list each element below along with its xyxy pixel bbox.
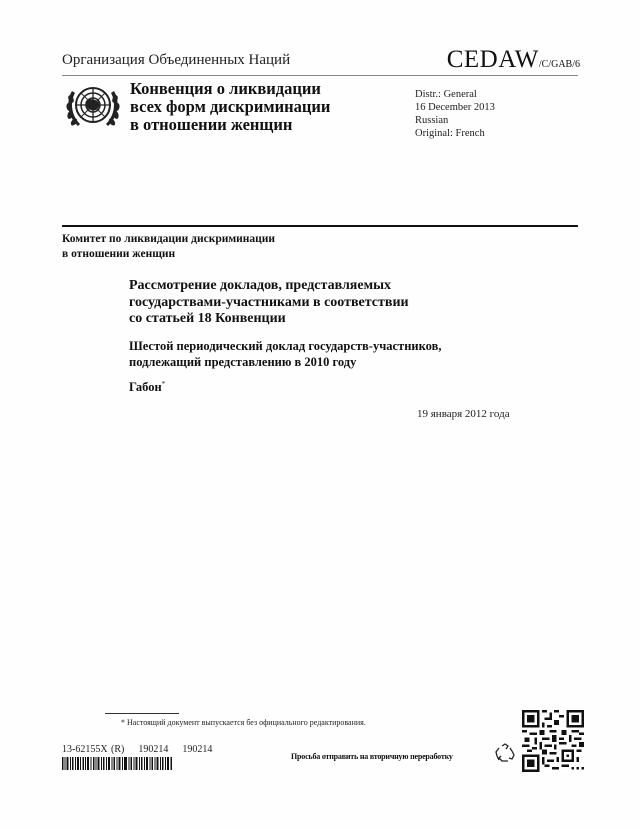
agenda-heading-line: со статьей 18 Конвенции <box>129 311 286 326</box>
agenda-heading <box>129 278 409 328</box>
symbol-sub: /C/GAB/6 <box>538 59 580 70</box>
symbol-main: CEDAW <box>446 46 539 73</box>
qr-code <box>522 710 584 772</box>
country-name: Габон <box>129 380 162 395</box>
section-rule <box>62 225 578 227</box>
agenda-heading-line: Рассмотрение докладов, представляемых <box>129 278 392 293</box>
organization-name: Организация Объединенных Наций <box>62 52 291 68</box>
date-code-2: 190214 <box>182 744 213 755</box>
document-symbol <box>447 46 580 74</box>
distribution-type: Distr.: General <box>415 89 477 100</box>
job-number: 13-62155X (R) <box>62 744 125 755</box>
un-emblem-icon <box>64 81 122 131</box>
agenda-heading-line: государствами-участниками в соответствии <box>129 294 409 310</box>
issue-date: 16 December 2013 <box>415 102 495 113</box>
committee-line: в отношении женщин <box>62 248 176 260</box>
convention-title-line: в отношении женщин <box>130 115 293 134</box>
committee-name <box>62 232 275 262</box>
report-heading <box>129 338 441 370</box>
footnote-mark: * <box>161 380 166 388</box>
recycle-icon <box>494 743 516 763</box>
language: Russian <box>415 115 449 126</box>
original-language: Original: French <box>415 128 485 139</box>
document-number <box>62 744 226 755</box>
report-heading-line: подлежащий представлению в 2010 году <box>129 355 357 369</box>
footnote-text: * Настоящий документ выпускается без официального редактирования. <box>121 718 366 727</box>
footnote-rule <box>105 713 179 714</box>
convention-title-line: всех форм дискриминации <box>130 97 331 116</box>
convention-title <box>130 80 330 134</box>
barcode <box>62 757 172 770</box>
report-date: 19 января 2012 года <box>417 408 510 420</box>
date-code-1: 190214 <box>138 744 169 755</box>
country-heading <box>129 380 165 395</box>
header-rule <box>62 75 578 76</box>
convention-title-line: Конвенция о ликвидации <box>130 79 321 98</box>
recycle-notice: Просьба отправить на вторичную переработку <box>291 752 453 761</box>
committee-line: Комитет по ликвидации дискриминации <box>62 233 276 245</box>
distribution-block <box>415 88 495 140</box>
report-heading-line: Шестой периодический доклад государств-участников, <box>129 339 442 353</box>
